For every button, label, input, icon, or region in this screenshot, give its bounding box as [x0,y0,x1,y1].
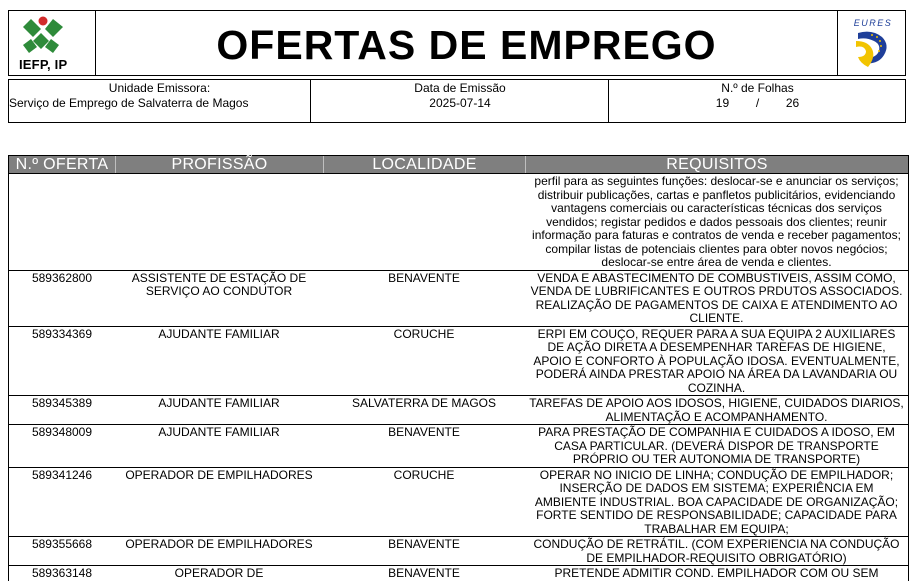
iefp-logo-label: IEFP, IP [19,57,68,72]
unidade-emissora-cell [9,80,310,122]
eures-logo [838,11,906,75]
folha-total: 26 [785,96,800,110]
column-header-requisitos: REQUISITOS [525,156,908,173]
folha-atual: 19 [715,96,730,110]
table-row [9,566,908,581]
column-header-localidade: LOCALIDADE [323,156,525,173]
localidade-cell: SALVATERRA DE MAGOS [351,396,497,410]
oferta-number: 589348009 [31,425,93,439]
data-emissao-cell [310,80,609,122]
table-header [8,155,909,174]
requisitos-cell: perfil para as seguintes funções: deslocar-se e anunciar os serviços; distribuir publicações, cartas e panfletos publicitários, evidenciando vantagens comerciais ou características técnicas dos serviços vendidos; registar pedidos e dados pessoais dos clientes; reunir informação para faturas e contratos de venda e receber pagamentos; compilar listas de potenciais clientes para obter novos negócios; deslocar-se entre área de venda e clientes. [532,174,901,269]
column-header-profissao: PROFISSÃO [115,156,323,173]
unidade-emissora-label: Unidade Emissora: [108,81,211,95]
requisitos-cell: VENDA E ABASTECIMENTO DE COMBUSTIVEIS, ASSIM COMO, VENDA DE LUBRIFICANTES E OUTROS PRDUTOS ASSOCIADOS. REALIZAÇÃO DE PAGAMENTOS DE CAIXA E ATENDIMENTO AO CLIENTE. [530,270,903,325]
profissao-cell: ASSISTENTE DE ESTAÇÃO DE SERVIÇO AO CONDUTOR [131,270,307,298]
requisitos-cell: CONDUÇÃO DE RETRÁTIL. (COM EXPERIENCIA NA CONDUÇÃO DE EMPILHADOR-REQUISITO OBRIGATÓRIO) [533,537,900,565]
oferta-number: 589334369 [31,326,93,341]
iefp-logo [9,11,95,75]
localidade-cell: CORUCHE [393,326,455,341]
table-row [9,425,908,468]
eures-logo-icon [838,11,906,75]
localidade-cell: BENAVENTE [388,566,460,580]
requisitos-cell: PARA PRESTAÇÃO DE COMPANHIA E CUIDADOS A IDOSO, EM CASA PARTICULAR. (DEVERÁ DISPOR DE TRANSPORTE PRÓPRIO OU TER AUTONOMIA DE TRANSPORTE) [538,425,895,466]
table-row [9,271,908,327]
oferta-number: 589355668 [31,537,93,551]
data-emissao-value: 2025-07-14 [429,96,491,110]
localidade-cell: CORUCHE [393,467,455,482]
localidade-cell: BENAVENTE [388,270,460,285]
iefp-logo-icon [9,11,95,57]
localidade-cell [323,174,525,270]
requisitos-cell: OPERAR NO INICIO DE LINHA; CONDUÇÃO DE EMPILHADOR; INSERÇÃO DE DADOS EM SISTEMA; EXPERIÊNCIA EM AMBIENTE INDUSTRIAL. BOA CAPACIDADE DE ORGANIZAÇÃO; FORTE SENTIDO DE RESPONSABILIDADE; CAPACIDADE PARA TRABALHAR EM EQUIPA; [534,467,899,536]
requisitos-cell: PRETENDE ADMITIR COND. EMPILHADOR COM OU SEM [554,566,879,580]
unidade-emissora-value: Serviço de Emprego de Salvaterra de Magos [9,96,249,110]
page-title: OFERTAS DE EMPREGO [216,22,717,68]
column-header-oferta: N.º OFERTA [15,156,109,173]
table-row [9,537,908,566]
job-offers-table [8,155,909,581]
requisitos-cell: TAREFAS DE APOIO AOS IDOSOS, HIGIENE, CUIDADOS DIARIOS, ALIMENTAÇÃO E ACOMPANHAMENTO. [529,396,904,424]
numero-folhas-value [609,96,906,110]
table-row [9,396,908,425]
data-emissao-label: Data de Emissão [414,81,506,95]
profissao-cell: AJUDANTE FAMILIAR [158,326,280,341]
profissao-cell: OPERADOR DE EMPILHADORES [125,467,313,482]
localidade-cell: BENAVENTE [388,425,460,439]
oferta-number [9,174,115,270]
oferta-number: 589345389 [31,396,93,410]
table-row [9,174,908,271]
svg-text:EURES: EURES [853,18,893,28]
table-row [9,468,908,538]
emission-info [8,79,906,123]
profissao-cell [115,174,323,270]
requisitos-cell: ERPI EM COUÇO, REQUER PARA A SUA EQUIPA 2 AUXILIARES DE AÇÃO DIRETA A DESEMPENHAR TAREFAS DE HIGIENE, APOIO E CONFORTO À POPULAÇÃO IDOSA. EVENTUALMENTE, PODERÁ AINDA PRESTAR APOIO NA ÁREA DA LAVANDARIA OU COZINHA. [533,326,900,395]
profissao-cell: AJUDANTE FAMILIAR [158,396,280,410]
folha-separador: / [755,96,760,110]
oferta-number: 589341246 [31,467,93,482]
profissao-cell: OPERADOR DE EMPILHADORES [125,537,313,551]
document-header [8,10,906,76]
oferta-number: 589362800 [31,270,93,285]
numero-folhas-label: N.º de Folhas [721,81,794,95]
profissao-cell: OPERADOR DE [174,566,264,580]
localidade-cell: BENAVENTE [388,537,460,551]
profissao-cell: AJUDANTE FAMILIAR [158,425,280,439]
table-row [9,327,908,397]
oferta-number: 589363148 [31,566,93,580]
numero-folhas-cell [608,80,906,122]
